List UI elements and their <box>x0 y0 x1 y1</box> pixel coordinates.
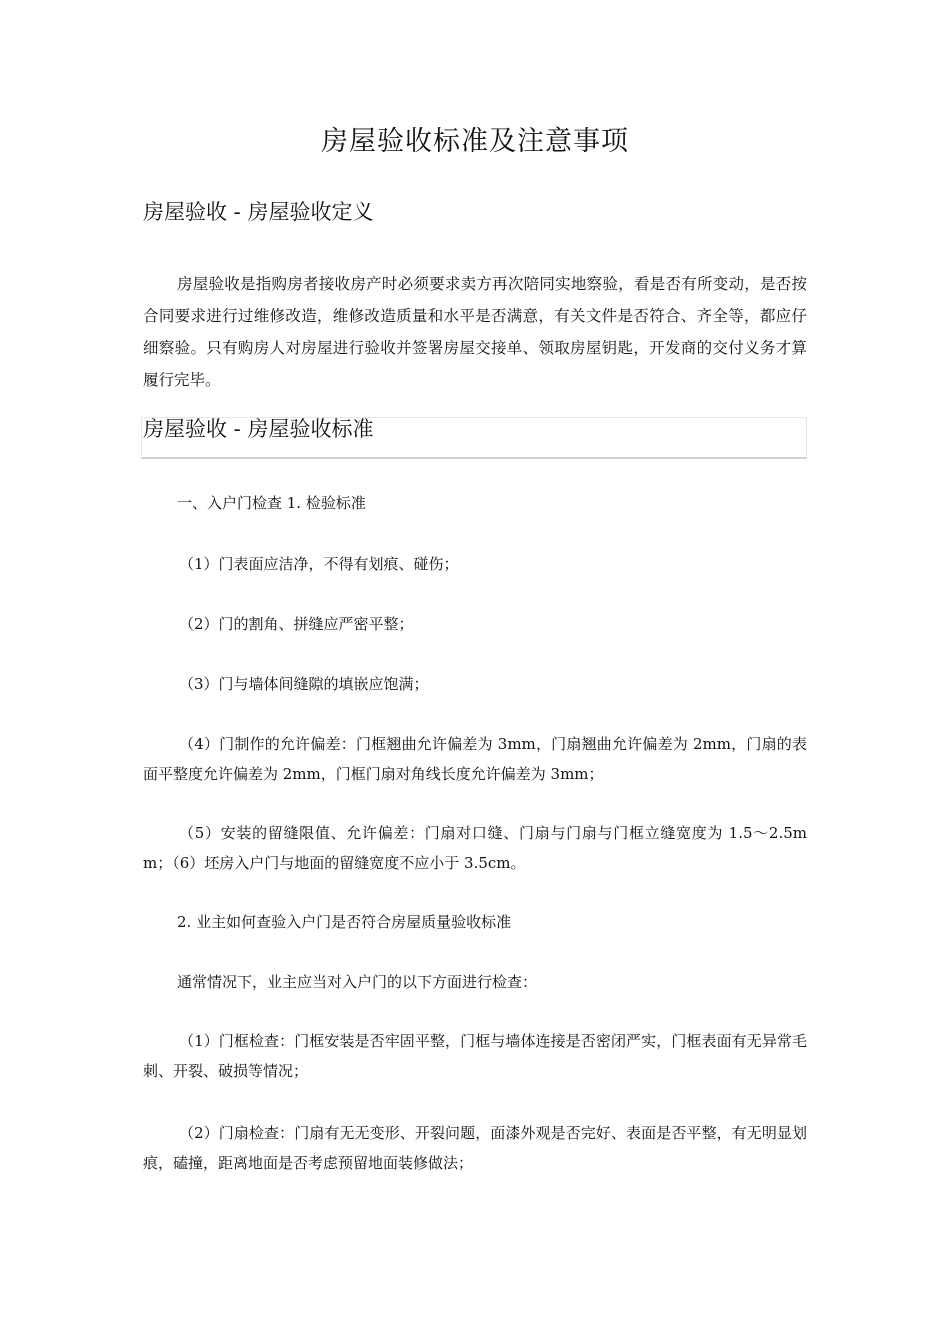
document-title: 房屋验收标准及注意事项 <box>321 126 629 157</box>
section-heading-standard: 房屋验收 - 房屋验收标准 <box>143 417 374 441</box>
list-item: 一、入户门检查 1. 检验标准 <box>177 494 366 512</box>
list-item: （4）门制作的允许偏差：门框翘曲允许偏差为 3mm，门扇翘曲允许偏差为 2mm，门扇的表面平整度允许偏差为 2mm，门框门扇对角线长度允许偏差为 3mm； <box>143 735 807 783</box>
list-item: （2）门的割角、拼缝应严密平整； <box>179 615 414 633</box>
list-item: （5）安装的留缝限值、允许偏差：门扇对口缝、门扇与门扇与门框立缝宽度为 1.5～2.5mm；（6）坯房入户门与地面的留缝宽度不应小于 3.5cm。 <box>143 824 807 872</box>
list-item: 2. 业主如何查验入户门是否符合房屋质量验收标准 <box>177 913 512 931</box>
list-item: （2）门扇检查：门扇有无无变形、开裂问题，面漆外观是否完好、表面是否平整，有无明显划痕，磕撞，距离地面是否考虑预留地面装修做法； <box>143 1124 807 1172</box>
list-item: （3）门与墙体间缝隙的填嵌应饱满； <box>179 675 429 693</box>
list-item: （1）门表面应洁净，不得有划痕、碰伤； <box>179 555 459 573</box>
list-item: 通常情况下，业主应当对入户门的以下方面进行检查： <box>177 973 538 991</box>
list-item: （1）门框检查：门框安装是否牢固平整，门框与墙体连接是否密闭严实，门框表面有无异常毛刺、开裂、破损等情况； <box>143 1032 807 1080</box>
definition-paragraph: 房屋验收是指购房者接收房产时必须要求卖方再次陪同实地察验，看是否有所变动，是否按合同要求进行过维修改造，维修改造质量和水平是否满意，有关文件是否符合、齐全等，都应仔细察验。只有购房人对房屋进行验收并签署房屋交接单、领取房屋钥匙，开发商的交付义务才算履行完毕。 <box>143 275 807 389</box>
section-heading-definition: 房屋验收 - 房屋验收定义 <box>143 200 374 224</box>
